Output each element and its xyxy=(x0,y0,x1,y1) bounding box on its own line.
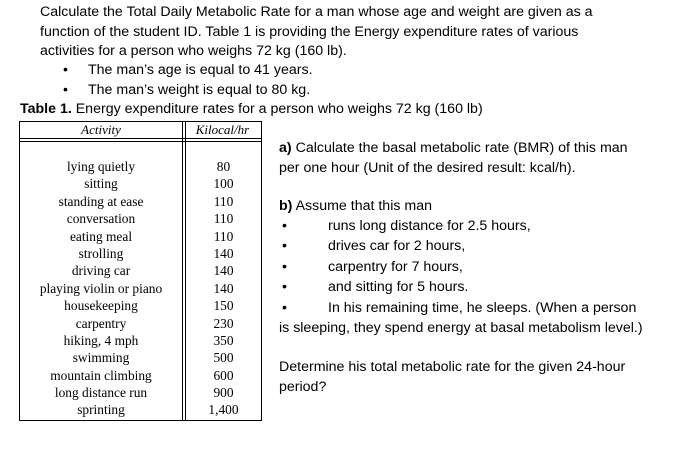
bullet-icon: • xyxy=(282,279,287,295)
table-caption-label: Table 1. xyxy=(20,101,72,117)
problem-intro xyxy=(40,3,660,62)
table-cell-activity: sitting xyxy=(84,176,118,192)
list-item xyxy=(279,237,679,258)
schedule-item-text: In his remaining time, he sleeps. (When a person xyxy=(328,299,637,316)
energy-expenditure-table xyxy=(19,121,262,421)
table-cell-kcal: 500 xyxy=(213,350,234,366)
bullet-icon: • xyxy=(282,299,287,316)
intro-line-3: activities for a person who weighs 72 kg (160 lb). xyxy=(40,43,347,59)
table-cell-kcal: 140 xyxy=(213,280,234,296)
activity-column xyxy=(20,158,182,419)
table-cell-kcal: 900 xyxy=(213,385,234,401)
table-cell-activity: mountain climbing xyxy=(50,367,152,383)
schedule-item-text: carpentry for 7 hours, xyxy=(328,258,463,275)
intro-line-2: function of the student ID. Table 1 is providing the Energy expenditure rates of various xyxy=(40,23,579,40)
table-cell-kcal: 110 xyxy=(213,228,234,244)
table-cell-kcal: 110 xyxy=(213,193,234,209)
table-cell-kcal: 350 xyxy=(213,332,234,348)
question-a xyxy=(279,139,679,178)
list-item xyxy=(279,258,679,279)
table-cell-activity: eating meal xyxy=(69,228,133,244)
intro-line-1: Calculate the Total Daily Metabolic Rate for a man whose age and weight are given as a xyxy=(40,4,593,20)
question-a-label: a) xyxy=(279,140,292,156)
table-cell-kcal: 110 xyxy=(213,211,234,227)
table-cell-activity: playing violin or piano xyxy=(39,280,163,296)
list-item xyxy=(60,61,313,81)
table-cell-activity: conversation xyxy=(66,211,136,227)
table-cell-activity: carpentry xyxy=(75,315,127,331)
age-statement: The man’s age is equal to 41 years. xyxy=(88,62,313,78)
schedule-item-text: drives car for 2 hours, xyxy=(328,238,466,254)
table-cell-activity: swimming xyxy=(72,350,130,366)
table-cell-activity: long distance run xyxy=(54,385,148,401)
question-a-line-1 xyxy=(279,139,679,159)
table-cell-activity: housekeeping xyxy=(64,298,138,314)
bullet-icon: • xyxy=(282,258,287,275)
table-cell-activity: lying quietly xyxy=(66,159,136,174)
question-a-line-2: per one hour (Unit of the desired result: kcal/h). xyxy=(279,159,576,176)
table-cell-kcal: 80 xyxy=(216,159,231,174)
question-c xyxy=(279,358,679,397)
table-cell-kcal: 1,400 xyxy=(208,402,239,418)
table-cell-activity: standing at ease xyxy=(58,193,144,209)
table-header-row xyxy=(20,122,261,139)
question-c-line-1: Determine his total metabolic rate for the given 24-hour xyxy=(279,359,626,375)
list-item xyxy=(279,299,679,320)
table-cell-kcal: 600 xyxy=(213,367,234,383)
table-cell-kcal: 100 xyxy=(213,176,234,192)
bullet-icon: • xyxy=(282,238,287,254)
table-cell-kcal: 140 xyxy=(213,263,234,279)
list-item xyxy=(60,81,313,101)
kcal-column xyxy=(186,158,261,419)
question-b-intro-line xyxy=(279,197,679,217)
bullet-icon: • xyxy=(63,81,68,98)
list-item xyxy=(279,278,679,299)
question-b xyxy=(279,197,679,339)
table-cell-activity: strolling xyxy=(78,245,124,261)
table-caption-text: Energy expenditure rates for a person who weighs 72 kg (160 lb) xyxy=(71,101,483,117)
table-cell-kcal: 140 xyxy=(213,245,234,261)
question-b-label: b) xyxy=(279,198,293,214)
header-divider xyxy=(20,141,261,142)
question-b-intro: Assume that this man xyxy=(292,198,432,214)
given-values-list xyxy=(60,61,313,100)
header-kcal: Kilocal/hr xyxy=(195,122,250,137)
column-divider xyxy=(182,122,183,420)
table-cell-activity: hiking, 4 mph xyxy=(63,332,139,348)
question-b-tail: is sleeping, they spend energy at basal metabolism level.) xyxy=(279,320,643,336)
table-cell-activity: driving car xyxy=(71,263,131,279)
schedule-item-text: and sitting for 5 hours. xyxy=(328,279,469,295)
table-cell-kcal: 230 xyxy=(213,315,234,331)
schedule-item-text: runs long distance for 2.5 hours, xyxy=(328,217,531,234)
table-caption xyxy=(20,100,483,119)
table-cell-kcal: 150 xyxy=(213,298,234,314)
activity-schedule-list xyxy=(279,217,679,320)
table-cell-activity: sprinting xyxy=(77,402,125,418)
weight-statement: The man’s weight is equal to 80 kg. xyxy=(88,81,311,98)
question-c-line-2: period? xyxy=(279,378,327,395)
header-activity: Activity xyxy=(81,122,121,137)
question-a-text: Calculate the basal metabolic rate (BMR) of this man xyxy=(291,140,628,156)
bullet-icon: • xyxy=(282,217,287,234)
list-item xyxy=(279,217,679,238)
bullet-icon: • xyxy=(63,62,68,78)
